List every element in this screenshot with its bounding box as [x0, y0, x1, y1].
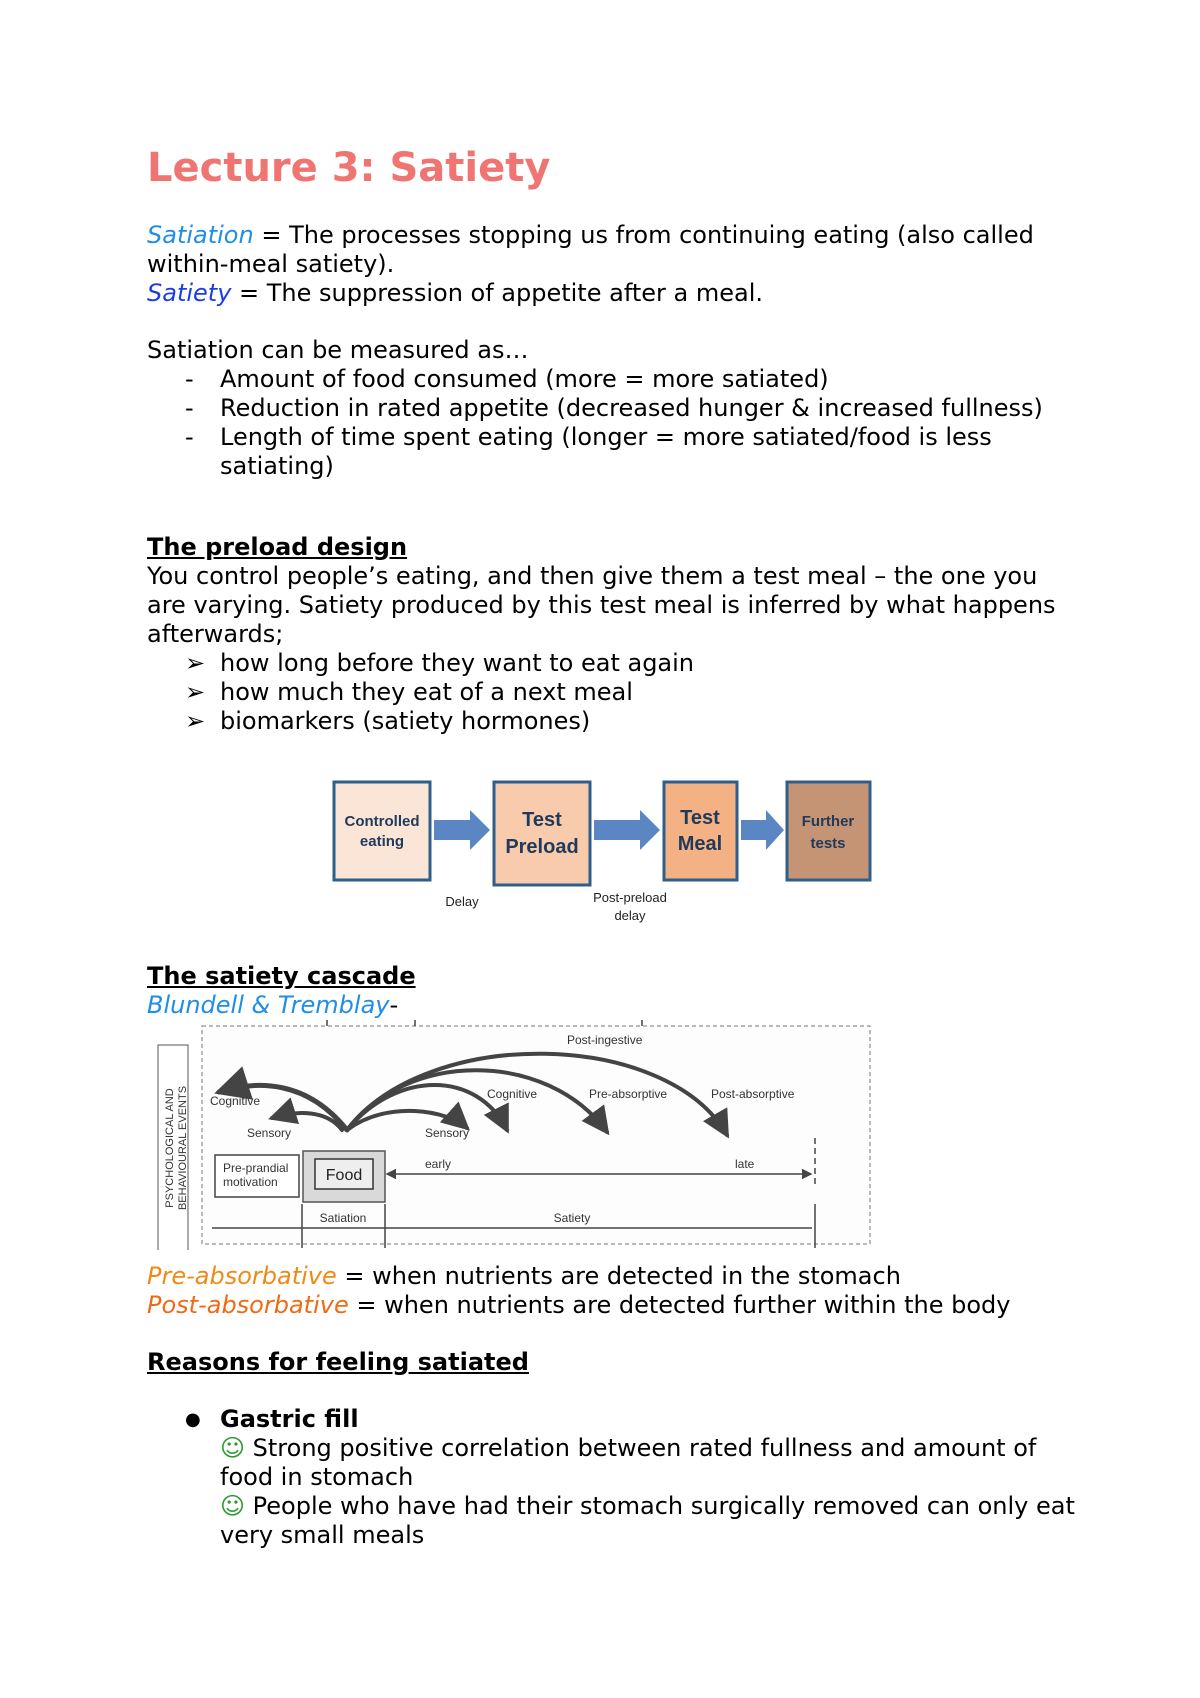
preload-text: You control people’s eating, and then give them a test meal – the one you are varying. Satiety produced by this test meal is inferred by what happens afterwards; — [147, 562, 1056, 648]
gastric-fill-title: Gastric fill — [220, 1405, 359, 1433]
post-absorbative-text: = when nutrients are detected further within the body — [348, 1291, 1011, 1319]
bullet-icon: ● — [185, 1409, 201, 1430]
pre-prandial-line2: motivation — [223, 1175, 278, 1189]
satiety-definition — [147, 279, 1077, 308]
box3-line2: Meal — [677, 833, 723, 855]
vertical-label-line2: BEHAVIOURAL EVENTS — [177, 1085, 189, 1211]
pre-absorptive-label: Pre-absorptive — [589, 1087, 668, 1101]
list-item — [147, 394, 1077, 423]
list-item-text: biomarkers (satiety hormones) — [220, 707, 591, 735]
list-item — [147, 423, 1077, 481]
satiety-text: = The suppression of appetite after a meal. — [231, 279, 764, 307]
list-item — [147, 365, 1077, 394]
box4-line2: tests — [810, 835, 846, 852]
early-label: early — [425, 1157, 452, 1171]
satiation-definition — [147, 221, 1077, 279]
point-text: Strong positive correlation between rated fullness and amount of food in stomach — [220, 1434, 1037, 1491]
dash-marker: - — [185, 423, 194, 451]
gastric-fill-point-2 — [220, 1492, 1077, 1550]
list-item-text: how much they eat of a next meal — [220, 678, 633, 706]
list-item-text: Reduction in rated appetite (decreased hunger & increased fullness) — [220, 394, 1043, 422]
test-meal-box — [664, 782, 737, 880]
list-item-text: how long before they want to eat again — [220, 649, 695, 677]
satiation-term: Satiation — [147, 221, 254, 249]
satiation-text: = The processes stopping us from continuing eating (also called within-meal satiety). — [147, 221, 1034, 278]
satiation-label: Satiation — [319, 1211, 367, 1225]
reasons-heading: Reasons for feeling satiated — [147, 1348, 529, 1376]
list-item-text: Amount of food consumed (more = more satiated) — [220, 365, 829, 393]
vertical-label-line1: PSYCHOLOGICAL AND — [164, 1088, 176, 1208]
arrow-bullet-icon: ➢ — [185, 649, 206, 677]
sensory-left-label: Sensory — [247, 1126, 292, 1140]
arrow-bullet-icon: ➢ — [185, 707, 206, 735]
cascade-authors-line — [147, 991, 1077, 1020]
preload-heading: The preload design — [147, 533, 408, 561]
reasons-section — [147, 1348, 1077, 1550]
measures-intro: Satiation can be measured as… — [147, 336, 529, 364]
cascade-heading: The satiety cascade — [147, 962, 416, 990]
post-ingestive-label: Post-ingestive — [567, 1033, 643, 1047]
pre-absorbative-term: Pre-absorbative — [147, 1262, 337, 1290]
cascade-section — [147, 962, 1077, 1020]
post-absorbative-term: Post-absorbative — [147, 1291, 349, 1319]
further-tests-box — [787, 782, 870, 880]
pre-absorbative-text: = when nutrients are detected in the stomach — [336, 1262, 901, 1290]
satiety-cascade-figure — [147, 1020, 877, 1250]
controlled-eating-box — [334, 782, 430, 880]
post-absorptive-label: Post-absorptive — [711, 1087, 795, 1101]
late-label: late — [735, 1157, 755, 1171]
cascade-authors: Blundell & Tremblay — [147, 991, 390, 1019]
cascade-dash: - — [389, 991, 399, 1019]
preload-section — [147, 533, 1077, 736]
smiley-icon: ☺ — [220, 1434, 246, 1462]
list-item — [147, 1405, 1077, 1550]
reasons-list — [147, 1405, 1077, 1550]
post-absorbative-definition — [147, 1291, 1077, 1320]
box1-line1: Controlled — [344, 813, 420, 830]
measures-section — [147, 336, 1077, 481]
list-item — [147, 707, 1077, 736]
post-preload-delay-label: delay — [614, 908, 646, 923]
measures-list — [147, 365, 1077, 481]
point-text: People who have had their stomach surgically removed can only eat very small meals — [220, 1492, 1075, 1549]
food-label: Food — [325, 1167, 363, 1184]
flow-arrow-icon — [434, 810, 490, 850]
dash-marker: - — [185, 394, 194, 422]
flow-arrow-icon — [741, 810, 784, 850]
box4-line1: Further — [801, 813, 855, 830]
pre-absorbative-definition — [147, 1262, 1077, 1291]
absorption-definitions — [147, 1262, 1077, 1320]
box1-line2: eating — [359, 833, 405, 850]
box2-line2: Preload — [505, 836, 579, 858]
test-preload-box — [494, 782, 590, 885]
arrow-bullet-icon: ➢ — [185, 678, 206, 706]
post-preload-label: Post-preload — [593, 890, 667, 905]
delay-label: Delay — [445, 894, 479, 909]
box3-line1: Test — [680, 807, 720, 829]
list-item-text: Length of time spent eating (longer = more satiated/food is less satiating) — [220, 423, 992, 480]
flow-arrow-icon — [594, 810, 660, 850]
cognitive-right-label: Cognitive — [487, 1087, 538, 1101]
dash-marker: - — [185, 365, 194, 393]
list-item — [147, 649, 1077, 678]
satiety-label: Satiety — [553, 1211, 591, 1225]
list-item — [147, 678, 1077, 707]
smiley-icon: ☺ — [220, 1492, 246, 1520]
sensory-right-label: Sensory — [425, 1126, 470, 1140]
preload-list — [147, 649, 1077, 736]
definitions — [147, 221, 1077, 308]
page-title: Lecture 3: Satiety — [147, 145, 551, 191]
preload-flow-diagram — [330, 770, 890, 930]
cognitive-left-label: Cognitive — [210, 1094, 261, 1108]
box2-line1: Test — [522, 809, 562, 831]
gastric-fill-point-1 — [220, 1434, 1077, 1492]
pre-prandial-line1: Pre-prandial — [223, 1161, 289, 1175]
satiety-term: Satiety — [147, 279, 232, 307]
